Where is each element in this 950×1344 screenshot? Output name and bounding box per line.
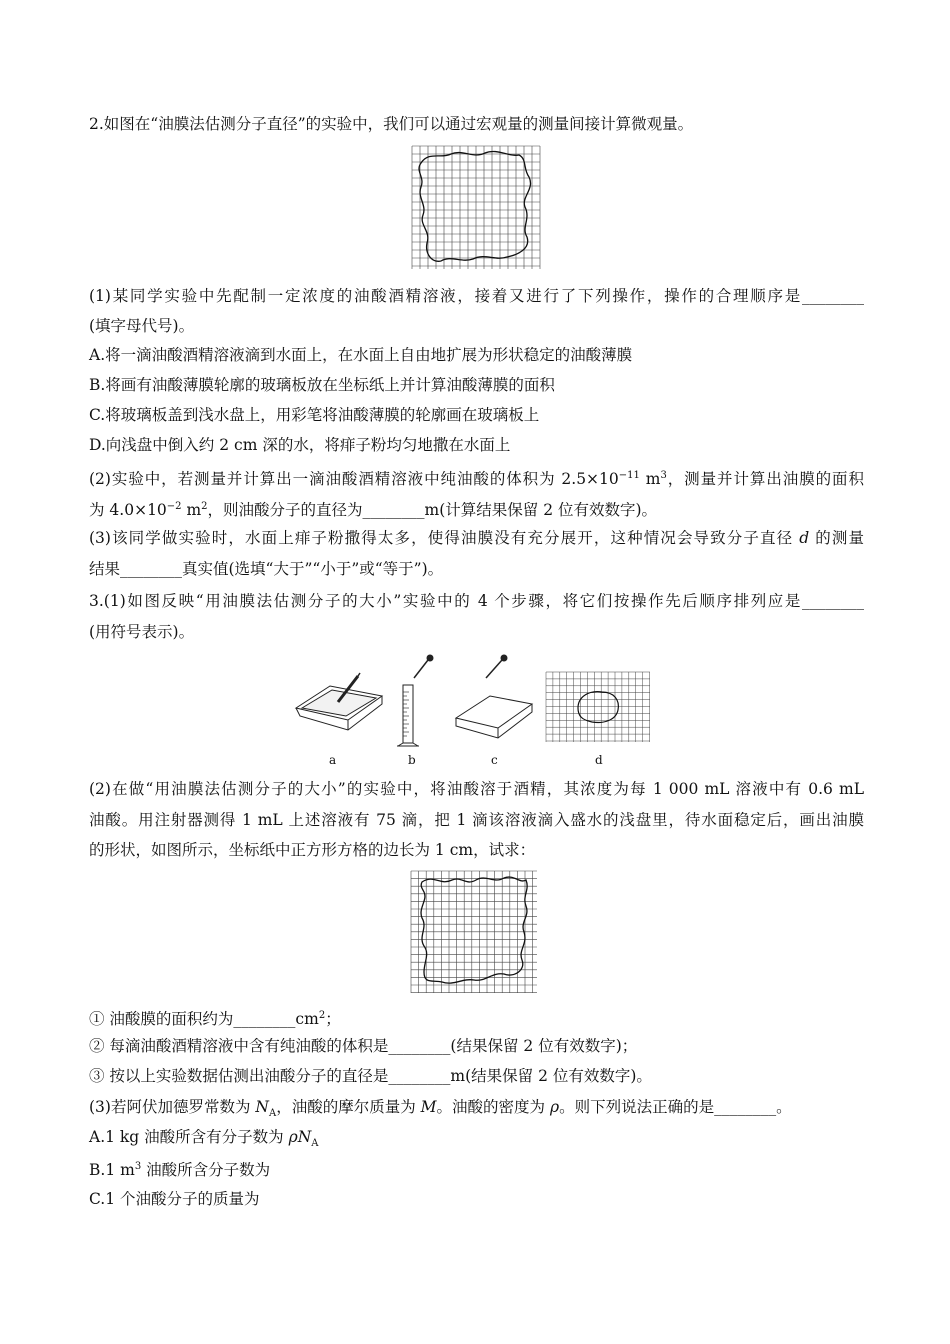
q3-part1-line2: (用符号表示)。: [89, 623, 195, 641]
caption-d: d: [595, 753, 603, 767]
q3-part2-line2: 油酸。用注射器测得 1 mL 上述溶液有 75 滴，把 1 滴该溶液滴入盛水的浅盘里，待水面稳定后，画出油膜: [89, 811, 864, 829]
q2-part3-line2: 结果________真实值(选填“大于”“小于”或“等于”)。: [89, 560, 444, 578]
experiment-steps-figure: [290, 650, 660, 750]
step-c-glass-plate: [456, 655, 532, 738]
q2-option-c: C.将玻璃板盖到浅水盘上，用彩笔将油酸薄膜的轮廓画在玻璃板上: [89, 406, 540, 424]
oil-film-outline-2: [421, 877, 527, 983]
step-d-grid: [546, 672, 650, 742]
q2-option-d: D.向浅盘中倒入约 2 cm 深的水，将痱子粉均匀地撒在水面上: [89, 436, 511, 454]
q3-part2-line3: 的形状，如图所示，坐标纸中正方形方格的边长为 1 cm，试求：: [89, 841, 536, 859]
caption-a: a: [329, 753, 337, 767]
q3-option-c: C.1 个油酸分子的质量为: [89, 1190, 260, 1208]
step-a-tray-drawing: [296, 673, 382, 730]
caption-b: b: [408, 753, 416, 767]
q2-part2-line2: 为 $4.0\times 10^{-2}$ $m^2$，则油酸分子的直径为________m(计算结果保留 2 位有效数字)。: [89, 501, 658, 520]
step-d-oil-outline: [578, 692, 618, 723]
q2-part2-line1: (2)实验中，若测量并计算出一滴油酸酒精溶液中纯油酸的体积为 $2.5\times 10^{-11}$ $m^3$，测量并计算出油膜的面积: [89, 470, 864, 489]
q3-sub2: ② 每滴油酸酒精溶液中含有纯油酸的体积是________(结果保留 2 位有效数字)；: [89, 1037, 638, 1055]
q3-option-a: A.1 kg 油酸所含有分子数为 $\rho N_A$: [89, 1128, 319, 1150]
q3-sub1: ① 油酸膜的面积约为$\_\_\_\_\_\_\_\_cm^2$；: [89, 1010, 341, 1029]
q3-option-b: B.1 $m^3$ 油酸所含分子数为: [89, 1161, 271, 1180]
oil-film-grid-figure-1: [411, 145, 541, 270]
q2-option-b: B.将画有油酸薄膜轮廓的玻璃板放在坐标纸上并计算油酸薄膜的面积: [89, 376, 555, 394]
q3-part2-line1: (2)在做“用油膜法估测分子的大小”的实验中，将油酸溶于酒精，其浓度为每 1 000 mL 溶液中有 0.6 mL: [89, 780, 864, 798]
oil-film-grid-figure-2: [410, 870, 538, 994]
q2-part3-line1: (3)该同学做实验时，水面上痱子粉撒得太多，使得油膜没有充分展开，这种情况会导致分子直径 d 的测量: [89, 529, 864, 547]
q2-option-a: A.将一滴油酸酒精溶液滴到水面上，在水面上自由地扩展为形状稳定的油酸薄膜: [89, 346, 633, 364]
q3-sub3: ③ 按以上实验数据估测出油酸分子的直径是________m(结果保留 2 位有效数字)。: [89, 1067, 652, 1085]
q2-part1-line2: (填字母代号)。: [89, 317, 195, 335]
q3-part3-stem: (3)若阿伏加德罗常数为 $N_A$，油酸的摩尔质量为 M。油酸的密度为 ρ。则下列说法正确的是________。: [89, 1098, 792, 1120]
step-b-graduated-cylinder: [397, 655, 433, 746]
q2-stem: 2.如图在“油膜法估测分子直径”的实验中，我们可以通过宏观量的测量间接计算微观量。: [89, 115, 694, 133]
caption-c: c: [491, 753, 498, 767]
q2-part1-line1: (1)某同学实验中先配制一定浓度的油酸酒精溶液，接着又进行了下列操作，操作的合理顺序是________: [89, 287, 864, 305]
q3-part1-line1: 3.(1)如图反映“用油膜法估测分子的大小”实验中的 4 个步骤，将它们按操作先后顺序排列应是________: [89, 592, 864, 610]
